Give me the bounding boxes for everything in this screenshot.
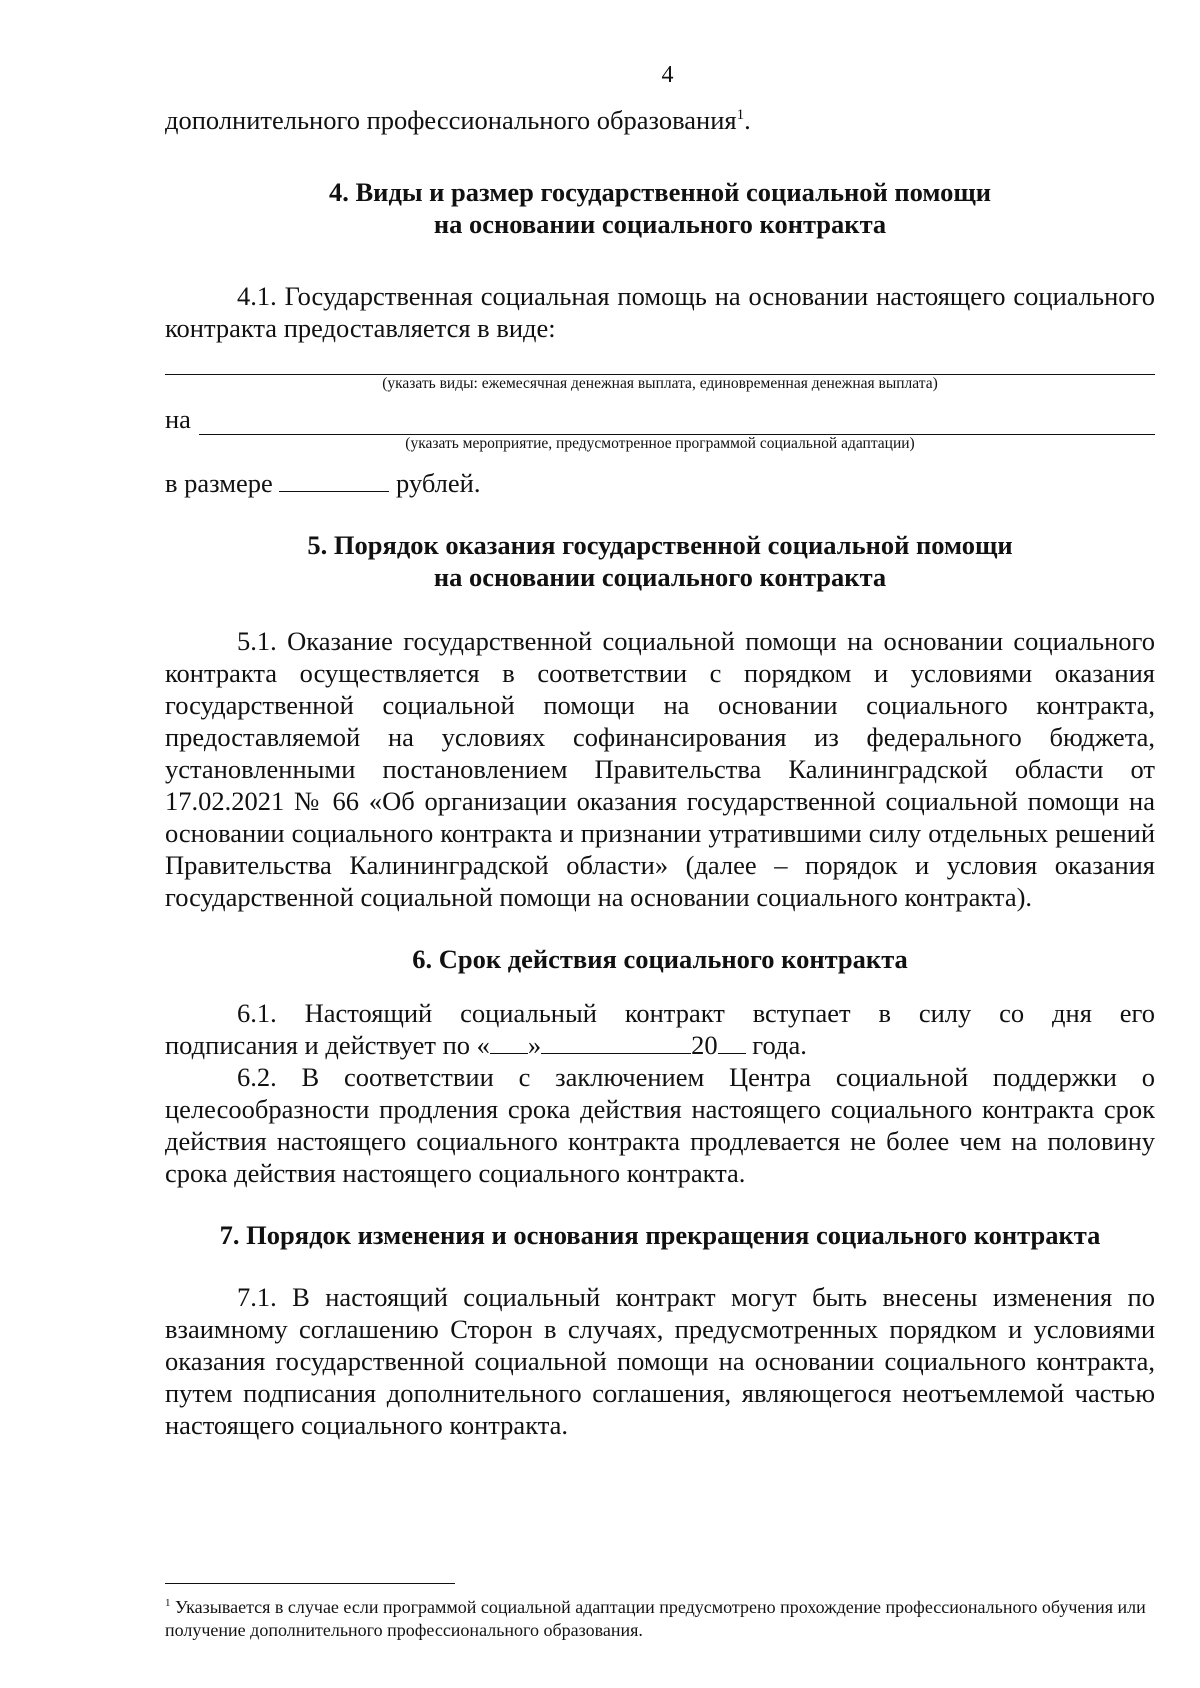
paragraph-5-1: 5.1. Оказание государственной социальной помощи на основании социального контракта осуществляется в соответствии с порядком и условиями оказания государственной социальной помощи на основании социального контракта, предоставляемой на условиях софинансирования из федерального бюджета, установленными постановлением Правительства Калининградской области от 17.02.2021 № 66 «Об организации оказания государственной социальной помощи на основании социального контракта и признании утратившими силу отдельных решений Правительства Калининградской области» (далее – порядок и условия оказания государственной социальной помощи на основании социального контракта). xyxy=(165,626,1155,912)
event-fill-line[interactable] xyxy=(199,410,1155,435)
section-5-title: 5. Порядок оказания государственной социальной помощи на основании социального контракта xyxy=(307,530,1013,592)
paragraph-6-2: 6.2. В соответствии с заключением Центра социальной поддержки о целесообразности продления срока действия настоящего социального контракта срок действия настоящего социального контракта продлевается не более чем на половину срока действия настоящего социального контракта. xyxy=(165,1062,1155,1188)
kinds-fill-line[interactable] xyxy=(165,362,1155,375)
footnote-text: Указывается в случае если программой социальной адаптации предусмотрено прохождение профессионального обучения или получение дополнительного профессионального образования. xyxy=(165,1597,1146,1640)
footnote xyxy=(165,1596,1155,1642)
paragraph-6-1-line2: подписания и действует по « » 20 года. xyxy=(165,1030,807,1060)
footnote-mark: 1 xyxy=(165,1597,171,1609)
footnote-divider xyxy=(165,1583,455,1584)
amount-fill-line[interactable] xyxy=(279,467,389,492)
section-4-title: 4. Виды и размер государственной социальной помощи на основании социального контракта xyxy=(329,177,991,239)
amount-line: в размере рублей. xyxy=(165,468,481,498)
section-7-title: 7. Порядок изменения и основания прекращения социального контракта xyxy=(219,1220,1101,1250)
na-label: на xyxy=(165,404,191,434)
footnote-reference: 1 xyxy=(736,107,745,124)
intro-line: дополнительного профессионального образования$^1$. xyxy=(165,105,751,135)
paragraph-4-1: 4.1. Государственная социальная помощь на основании настоящего социального контракта предоставляется в виде: xyxy=(165,281,1155,343)
paragraph-7-1: 7.1. В настоящий социальный контракт могут быть внесены изменения по взаимному соглашению Сторон в случаях, предусмотренных порядком и условиями оказания государственной социальной помощи на основании социального контракта, путем подписания дополнительного соглашения, являющегося неотъемлемой частью настоящего социального контракта. xyxy=(165,1282,1155,1440)
event-row xyxy=(165,403,1155,435)
month-fill-line[interactable] xyxy=(541,1029,691,1054)
paragraph-6-1-line1: 6.1. Настоящий социальный контракт вступает в силу со дня его xyxy=(237,998,1155,1028)
caption-kinds: (указать виды: ежемесячная денежная выплата, единовременная денежная выплата) xyxy=(382,375,938,392)
day-fill-line[interactable] xyxy=(490,1029,528,1054)
document-body xyxy=(165,104,1155,1441)
caption-event: (указать мероприятие, предусмотренное программой социальной адаптации) xyxy=(405,435,915,452)
section-6-title: 6. Срок действия социального контракта xyxy=(412,944,908,974)
page-number: 4 xyxy=(661,62,674,88)
year-fill-line[interactable] xyxy=(718,1029,746,1054)
